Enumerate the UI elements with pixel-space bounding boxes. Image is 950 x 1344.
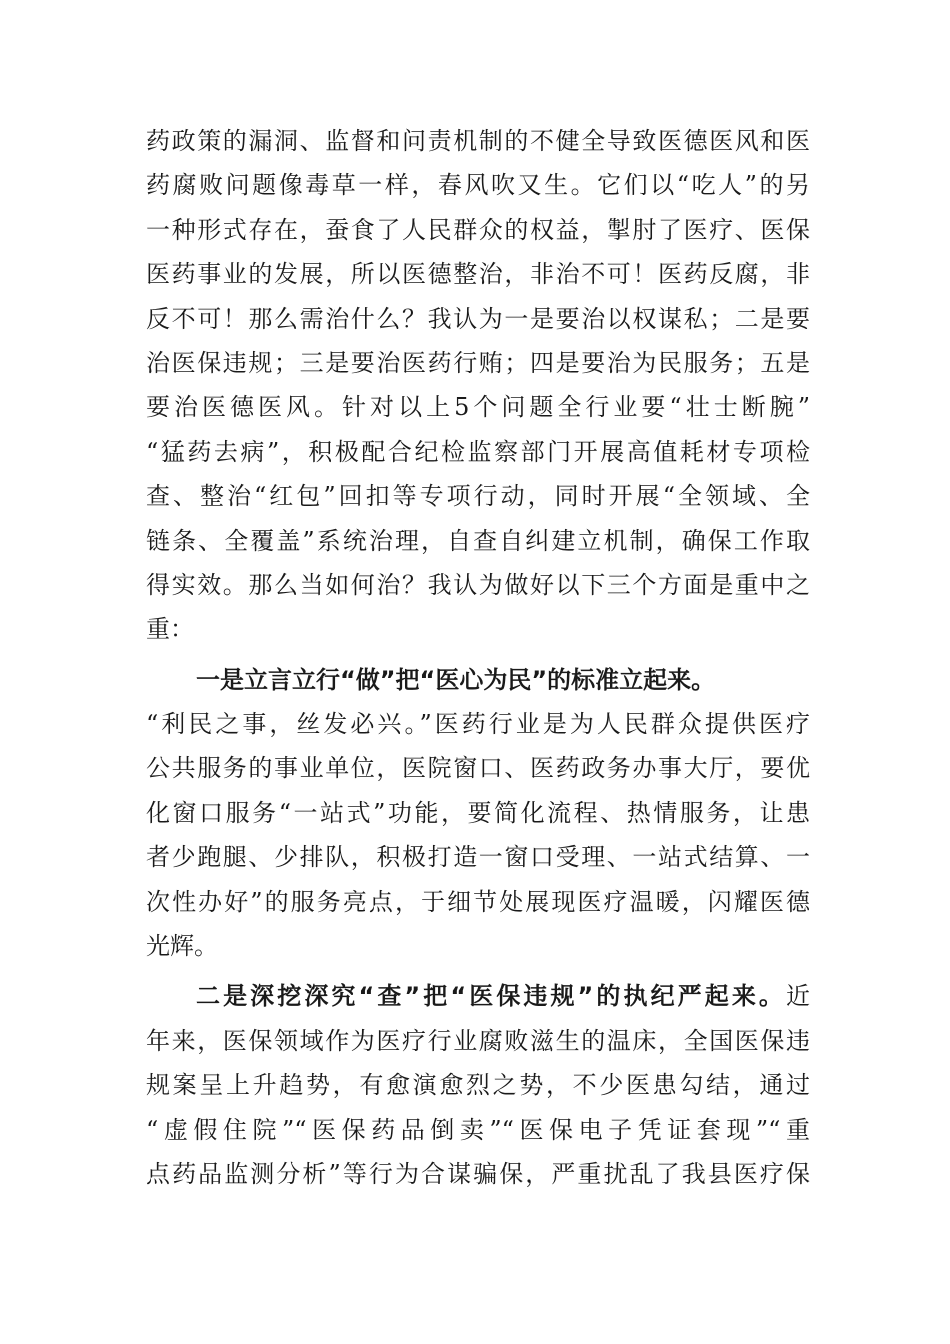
section-heading: 二是深挖深究“查”把“医保违规”的执纪严起来。 (196, 982, 786, 1011)
text-line: 规案呈上升趋势，有愈演愈烈之势，不少医患勾结，通过 (146, 1071, 810, 1100)
text-line: 医药事业的发展，所以医德整治，非治不可！医药反腐，非 (146, 260, 810, 289)
text-line: 者少跑腿、少排队，积极打造一窗口受理、一站式结算、一 (146, 843, 810, 872)
text-fragment: 近 (786, 982, 810, 1011)
text-line: “虚假住院”“医保药品倒卖”“医保电子凭证套现”“重 (146, 1115, 810, 1144)
text-line: 链条、全覆盖”系统治理，自查自纠建立机制，确保工作取 (146, 526, 810, 555)
text-line: “猛药去病”，积极配合纪检监察部门开展高值耗材专项检 (146, 437, 810, 466)
text-line: 一种形式存在，蚕食了人民群众的权益，掣肘了医疗、医保 (146, 215, 810, 244)
document-body (146, 119, 810, 1196)
text-line: 次性办好”的服务亮点，于细节处展现医疗温暖，闪耀医德 (146, 887, 810, 916)
text-line: 化窗口服务“一站式”功能，要简化流程、热情服务，让患 (146, 798, 810, 827)
text-line: “利民之事，丝发必兴。”医药行业是为人民群众提供医疗 (146, 710, 810, 739)
text-line: 查、整治“红包”回扣等专项行动，同时开展“全领域、全 (146, 482, 810, 511)
text-line: 重： (146, 615, 194, 644)
paragraph-1 (146, 119, 810, 652)
paragraph-3 (146, 974, 810, 1196)
text-line: 年来，医保领域作为医疗行业腐败滋生的温床，全国医保违 (146, 1026, 810, 1055)
text-line: 要治医德医风。针对以上5个问题全行业要“壮士断腕” (146, 393, 810, 422)
text-line: 反不可！那么需治什么？我认为一是要治以权谋私；二是要 (146, 304, 810, 333)
text-line: 药腐败问题像毒草一样，春风吹又生。它们以“吃人”的另 (146, 171, 810, 200)
text-line: 药政策的漏洞、监督和问责机制的不健全导致医德医风和医 (146, 127, 810, 155)
section-heading-line (146, 974, 810, 1018)
section-heading: 一是立言立行“做”把“医心为民”的标准立起来。 (196, 665, 716, 694)
text-line: 点药品监测分析”等行为合谋骗保，严重扰乱了我县医疗保 (146, 1159, 810, 1188)
text-line: 治医保违规；三是要治医药行贿；四是要治为民服务；五是 (146, 348, 810, 377)
text-line: 得实效。那么当如何治？我认为做好以下三个方面是重中之 (146, 570, 810, 599)
text-line: 光辉。 (146, 932, 218, 961)
paragraph-2 (146, 658, 810, 969)
text-line: 公共服务的事业单位，医院窗口、医药政务办事大厅，要优 (146, 754, 810, 783)
